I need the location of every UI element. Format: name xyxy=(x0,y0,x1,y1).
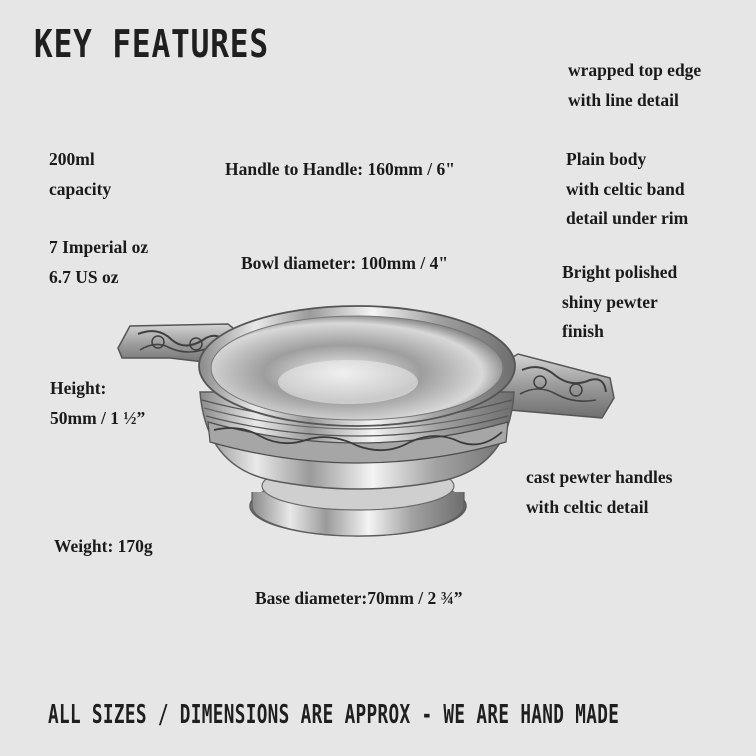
dimensions-disclaimer: ALL SIZES / DIMENSIONS ARE APPROX - WE ARE HAND MADE xyxy=(48,700,620,730)
body-line-3: detail under rim xyxy=(566,208,689,228)
ounces-line-1: 7 Imperial oz xyxy=(49,237,149,257)
height-line-1: Height: xyxy=(50,378,107,398)
body-line-2: with celtic band xyxy=(566,178,685,199)
body-note xyxy=(566,145,688,234)
body-line-1: Plain body xyxy=(566,149,647,169)
top-edge-note xyxy=(568,56,701,115)
capacity-note xyxy=(49,145,111,204)
finish-line-2: shiny pewter xyxy=(562,291,658,312)
finish-line-3: finish xyxy=(562,321,604,341)
top-edge-line-1: wrapped top edge xyxy=(568,60,702,80)
top-edge-line-2: with line detail xyxy=(568,89,679,110)
base-diameter-note: Base diameter:70mm / 2 ¾” xyxy=(255,588,463,608)
quaich-bowl-image xyxy=(110,296,620,546)
handles-line-2: with celtic detail xyxy=(526,496,649,517)
height-line-2: 50mm / 1 ½” xyxy=(50,407,146,428)
bowl-diameter-note: Bowl diameter: 100mm / 4" xyxy=(241,253,449,273)
ounces-note xyxy=(49,233,148,292)
page-title: KEY FEATURES xyxy=(34,22,269,66)
ounces-line-2: 6.7 US oz xyxy=(49,266,119,287)
finish-line-1: Bright polished xyxy=(562,262,678,282)
capacity-line-2: capacity xyxy=(49,178,112,199)
weight-line-1: Weight: 170g xyxy=(54,536,153,556)
handles-line-1: cast pewter handles xyxy=(526,467,673,487)
bowl-rim xyxy=(199,306,515,426)
handle-to-handle-note: Handle to Handle: 160mm / 6" xyxy=(225,159,455,179)
capacity-line-1: 200ml xyxy=(49,149,95,169)
